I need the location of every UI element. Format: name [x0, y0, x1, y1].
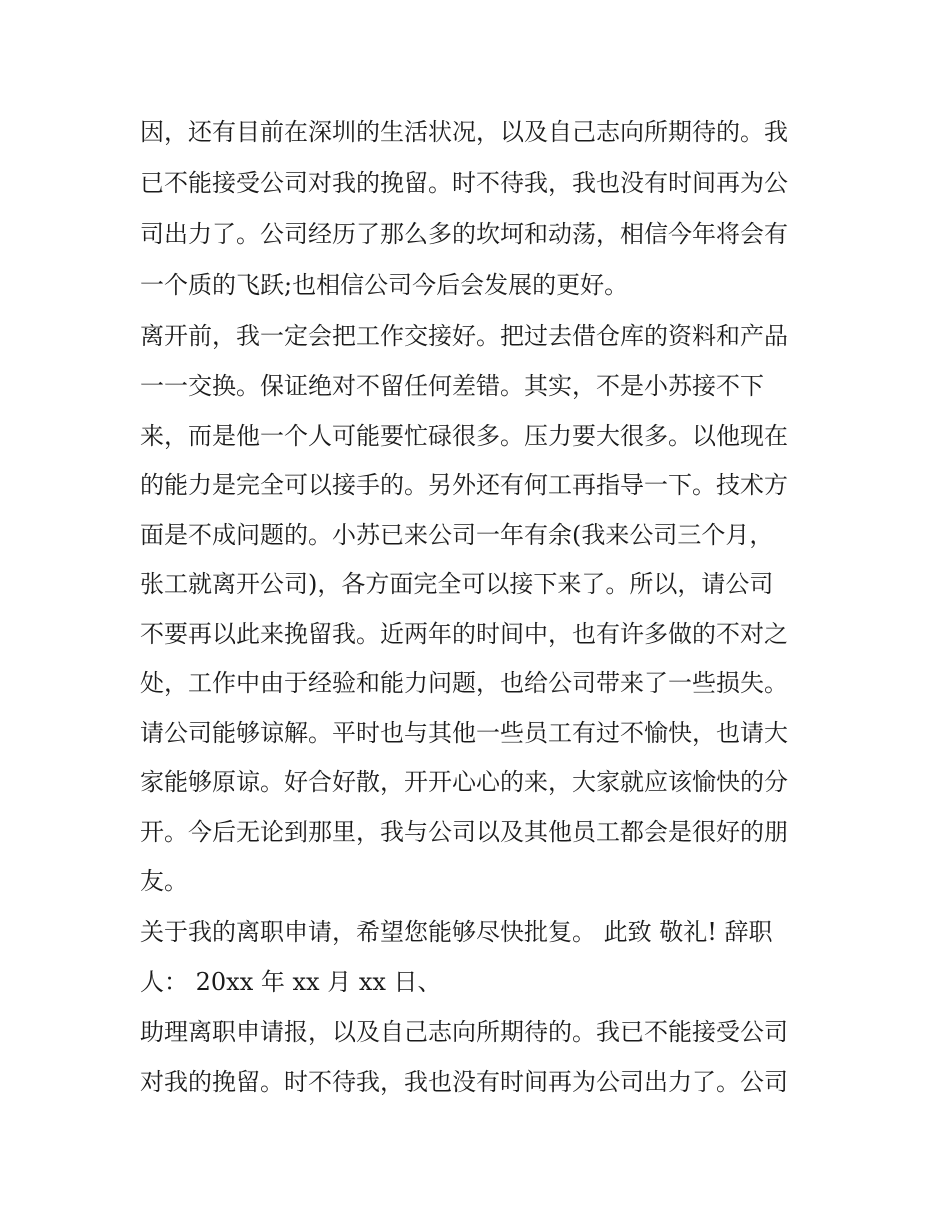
text-line: 离开前，我一定会把工作交接好。把过去借仓库的资料和产品: [140, 322, 788, 350]
document-body: [140, 107, 815, 1107]
text-line: 家能够原谅。好合好散，开开心心的来，大家就应该愉快的分: [140, 768, 788, 796]
paragraph-3: [140, 907, 815, 1007]
text-line: 来，而是他一个人可能要忙碌很多。压力要大很多。以他现在: [140, 421, 788, 450]
paragraph-4: [140, 1007, 815, 1107]
paragraph-1: [140, 107, 815, 311]
text-line: 不要再以此来挽留我。近两年的时间中，也有许多做的不对之: [140, 619, 788, 648]
text-line: 因，还有目前在深圳的生活状况，以及自己志向所期待的。我: [140, 118, 788, 146]
text-line: 关于我的离职申请，希望您能够尽快批复。 此致 敬礼! 辞职: [140, 917, 773, 946]
text-line: 一一交换。保证绝对不留任何差错。其实，不是小苏接不下: [140, 372, 764, 400]
text-line: 对我的挽留。时不待我，我也没有时间再为公司出力了。公司: [140, 1067, 788, 1096]
text-line: 开。今后无论到那里，我与公司以及其他员工都会是很好的朋: [140, 817, 788, 846]
text-line: 一个质的飞跃;也相信公司今后会发展的更好。: [140, 271, 629, 299]
text-line: 助理离职申请报，以及自己志向所期待的。我已不能接受公司: [140, 1017, 788, 1046]
text-line: 人： 20xx 年 xx 月 xx 日、: [140, 967, 442, 996]
paragraph-2: [140, 311, 815, 907]
text-line: 请公司能够谅解。平时也与其他一些员工有过不愉快，也请大: [140, 718, 788, 747]
text-line: 司出力了。公司经历了那么多的坎坷和动荡，相信今年将会有: [140, 220, 788, 248]
text-line: 的能力是完全可以接手的。另外还有何工再指导一下。技术方: [140, 471, 788, 499]
text-line: 面是不成问题的。小苏已来公司一年有余(我来公司三个月，: [140, 520, 774, 549]
text-line: 已不能接受公司对我的挽留。时不待我，我也没有时间再为公: [140, 169, 788, 197]
text-line: 友。: [140, 867, 188, 895]
text-line: 处，工作中由于经验和能力问题，也给公司带来了一些损失。: [140, 669, 788, 697]
text-line: 张工就离开公司)，各方面完全可以接下来了。所以，请公司: [140, 570, 774, 598]
